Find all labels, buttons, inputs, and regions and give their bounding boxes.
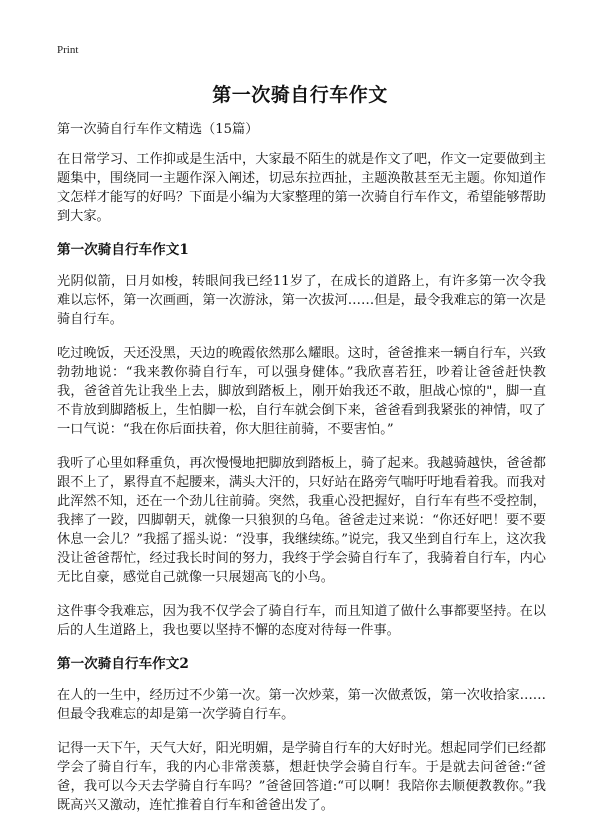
- page-title: 第一次骑自行车作文: [212, 84, 388, 106]
- section-1-paragraph-4: 这件事令我难忘，因为我不仅学会了骑自行车，而且知道了做什么事都要坚持。在以后的人生道路上，我也要以坚持不懈的态度对待每一件事。: [57, 604, 546, 638]
- section-2-paragraph-1: 在人的一生中，经历过不少第一次。第一次炒菜，第一次做煮饭，第一次收拾家……但最令我难忘的却是第一次学骑自行车。: [57, 688, 546, 722]
- section-1-paragraph-3: 我听了心里如释重负，再次慢慢地把脚放到踏板上，骑了起来。我越骑越快，爸爸都跟不上了，累得直不起腰来，满头大汗的，只好站在路旁气喘吁吁地看着我。而我对此浑然不知，还在一个劲儿往前骑。突然，我重心没把握好，自行车有些不受控制，我摔了一跤，四脚朝天，就像一只狼狈的乌龟。爸爸走过来说：“你还好吧！要不要休息一会儿？”我摇了摇头说：“没事，我继续练。”说完，我又坐到自行车上，这次我没让爸爸帮忙，经过我长时间的努力，我终于学会骑自行车了，我骑着自行车，内心无比自豪，感觉自己就像一只展翅高飞的小鸟。: [57, 456, 546, 585]
- article-subtitle: 第一次骑自行车作文精选（15篇）: [57, 122, 259, 137]
- print-link[interactable]: Print: [57, 44, 79, 56]
- section-heading-1: 第一次骑自行车作文1: [57, 242, 189, 258]
- section-1-paragraph-2: 吃过晚饭，天还没黑，天边的晚霞依然那么耀眼。这时，爸爸推来一辆自行车，兴致勃勃地说：“我来教你骑自行车，可以强身健体。”我欣喜若狂，吵着让爸爸赶快教我，爸爸首先让我坐上去，脚放到踏板上，刚开始我还不敢，胆战心惊的"，脚一直不肯放到脚踏板上，生怕脚一松，自行车就会倒下来，爸爸看到我紧张的神情，叹了一口气说：“我在你后面扶着，你大胆往前骑，不要害怕。”: [57, 346, 546, 437]
- article-body: [57, 120, 546, 830]
- intro-paragraph: 在日常学习、工作抑或是生活中，大家最不陌生的就是作文了吧，作文一定要做到主题集中，围绕同一主题作深入阐述，切忌东拉西扯，主题涣散甚至无主题。你知道作文怎样才能写的好吗？下面是小编为大家整理的第一次骑自行车作文，希望能够帮助到大家。: [57, 152, 546, 224]
- section-heading-2: 第一次骑自行车作文2: [57, 656, 189, 672]
- section-1-paragraph-1: 光阴似箭，日月如梭，转眼间我已经11岁了，在成长的道路上，有许多第一次令我难以忘怀，第一次画画，第一次游泳，第一次拔河……但是，最令我难忘的第一次是骑自行车。: [57, 274, 546, 327]
- section-2-paragraph-2: 记得一天下午，天气大好，阳光明媚，是学骑自行车的大好时光。想起同学们已经都学会了骑自行车，我的内心非常羡慕，想赶快学会骑自行车。于是就去问爸爸:“爸爸，我可以今天去学骑自行车吗？”爸爸回答道:“可以啊！我陪你去顺便教教你。”我既高兴又激动，连忙推着自行车和爸爸出发了。: [57, 741, 546, 813]
